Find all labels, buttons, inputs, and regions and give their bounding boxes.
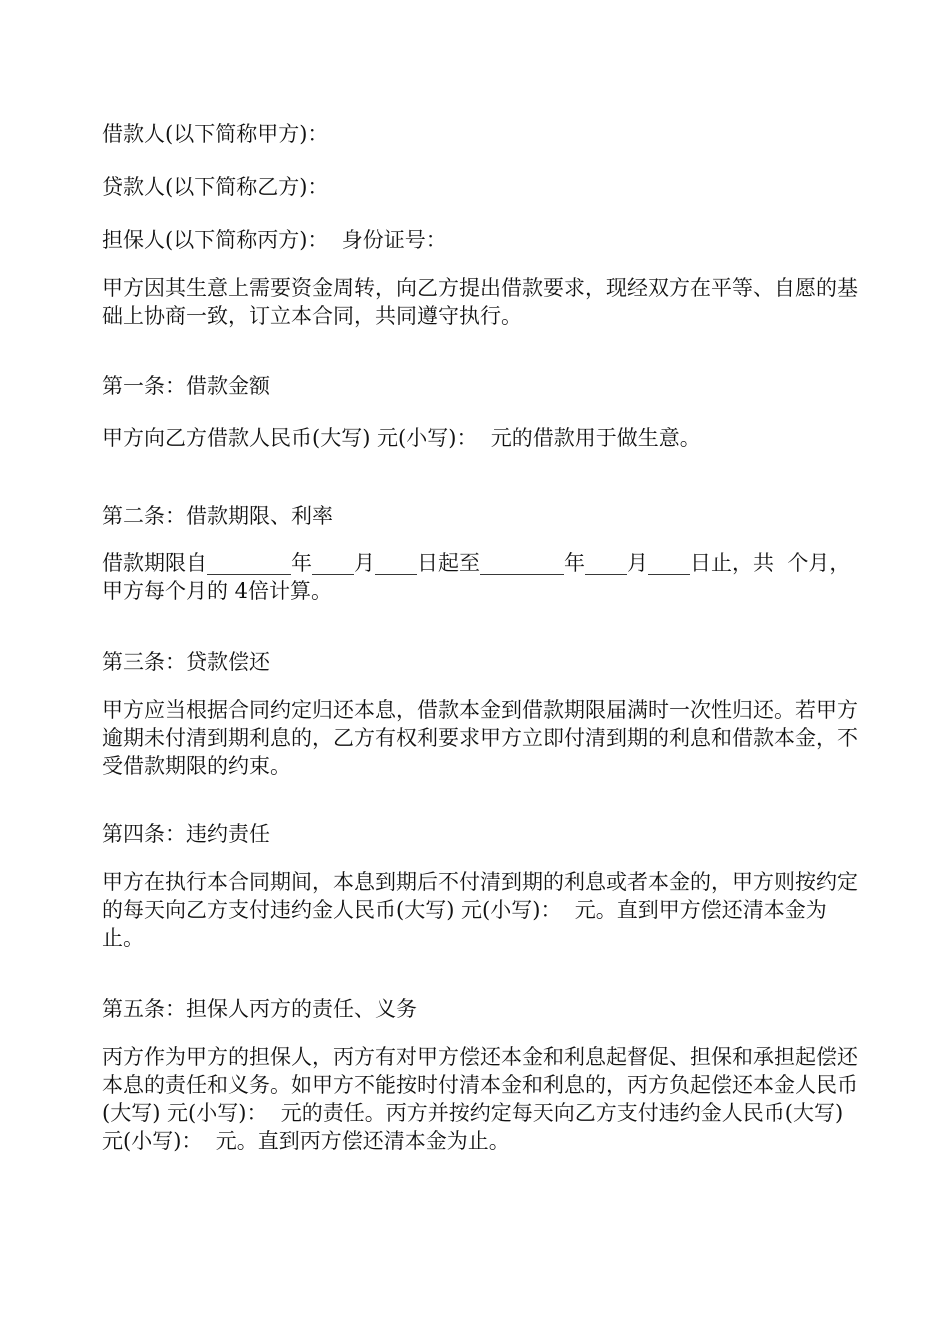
article-2-title: 第二条：借款期限、利率 xyxy=(102,504,333,528)
article-3-body: 甲方应当根据合同约定归还本息，借款本金到借款期限届满时一次性归还。若甲方逾期未付清到期利息的，乙方有权利要求甲方立即付清到期的利息和借款本金，不受借款期限的约束。 xyxy=(102,698,858,778)
article-4-title: 第四条：违约责任 xyxy=(102,822,270,846)
party-b-line: 贷款人(以下简称乙方)： xyxy=(102,175,329,199)
party-a-line: 借款人(以下简称甲方)： xyxy=(102,122,329,146)
article-1-body: 甲方向乙方借款人民币(大写) 元(小写)： 元的借款用于做生意。 xyxy=(102,426,701,450)
article-3-title: 第三条：贷款偿还 xyxy=(102,650,270,674)
article-2-body: 借款期限自________年____月____日起至________年____月____日止，共 个月，甲方每个月的 4倍计算。 xyxy=(102,551,851,603)
article-5-title: 第五条：担保人丙方的责任、义务 xyxy=(102,997,417,1021)
article-4-body: 甲方在执行本合同期间，本息到期后不付清到期的利息或者本金的，甲方则按约定的每天向乙方支付违约金人民币(大写) 元(小写)： 元。直到甲方偿还清本金为止。 xyxy=(102,870,858,950)
article-5-body: 丙方作为甲方的担保人，丙方有对甲方偿还本金和利息起督促、担保和承担起偿还本息的责任和义务。如甲方不能按时付清本金和利息的，丙方负起偿还本金人民币(大写) 元(小写)： 元的责任。丙方并按约定每天向乙方支付违约金人民币(大写) 元(小写)： 元。直到丙方偿还清本金为止。 xyxy=(102,1045,858,1153)
intro-paragraph: 甲方因其生意上需要资金周转，向乙方提出借款要求，现经双方在平等、自愿的基础上协商一致，订立本合同，共同遵守执行。 xyxy=(102,276,858,328)
article-1-title: 第一条：借款金额 xyxy=(102,374,270,398)
guarantor-line: 担保人(以下简称丙方)： 身份证号： xyxy=(102,228,447,252)
